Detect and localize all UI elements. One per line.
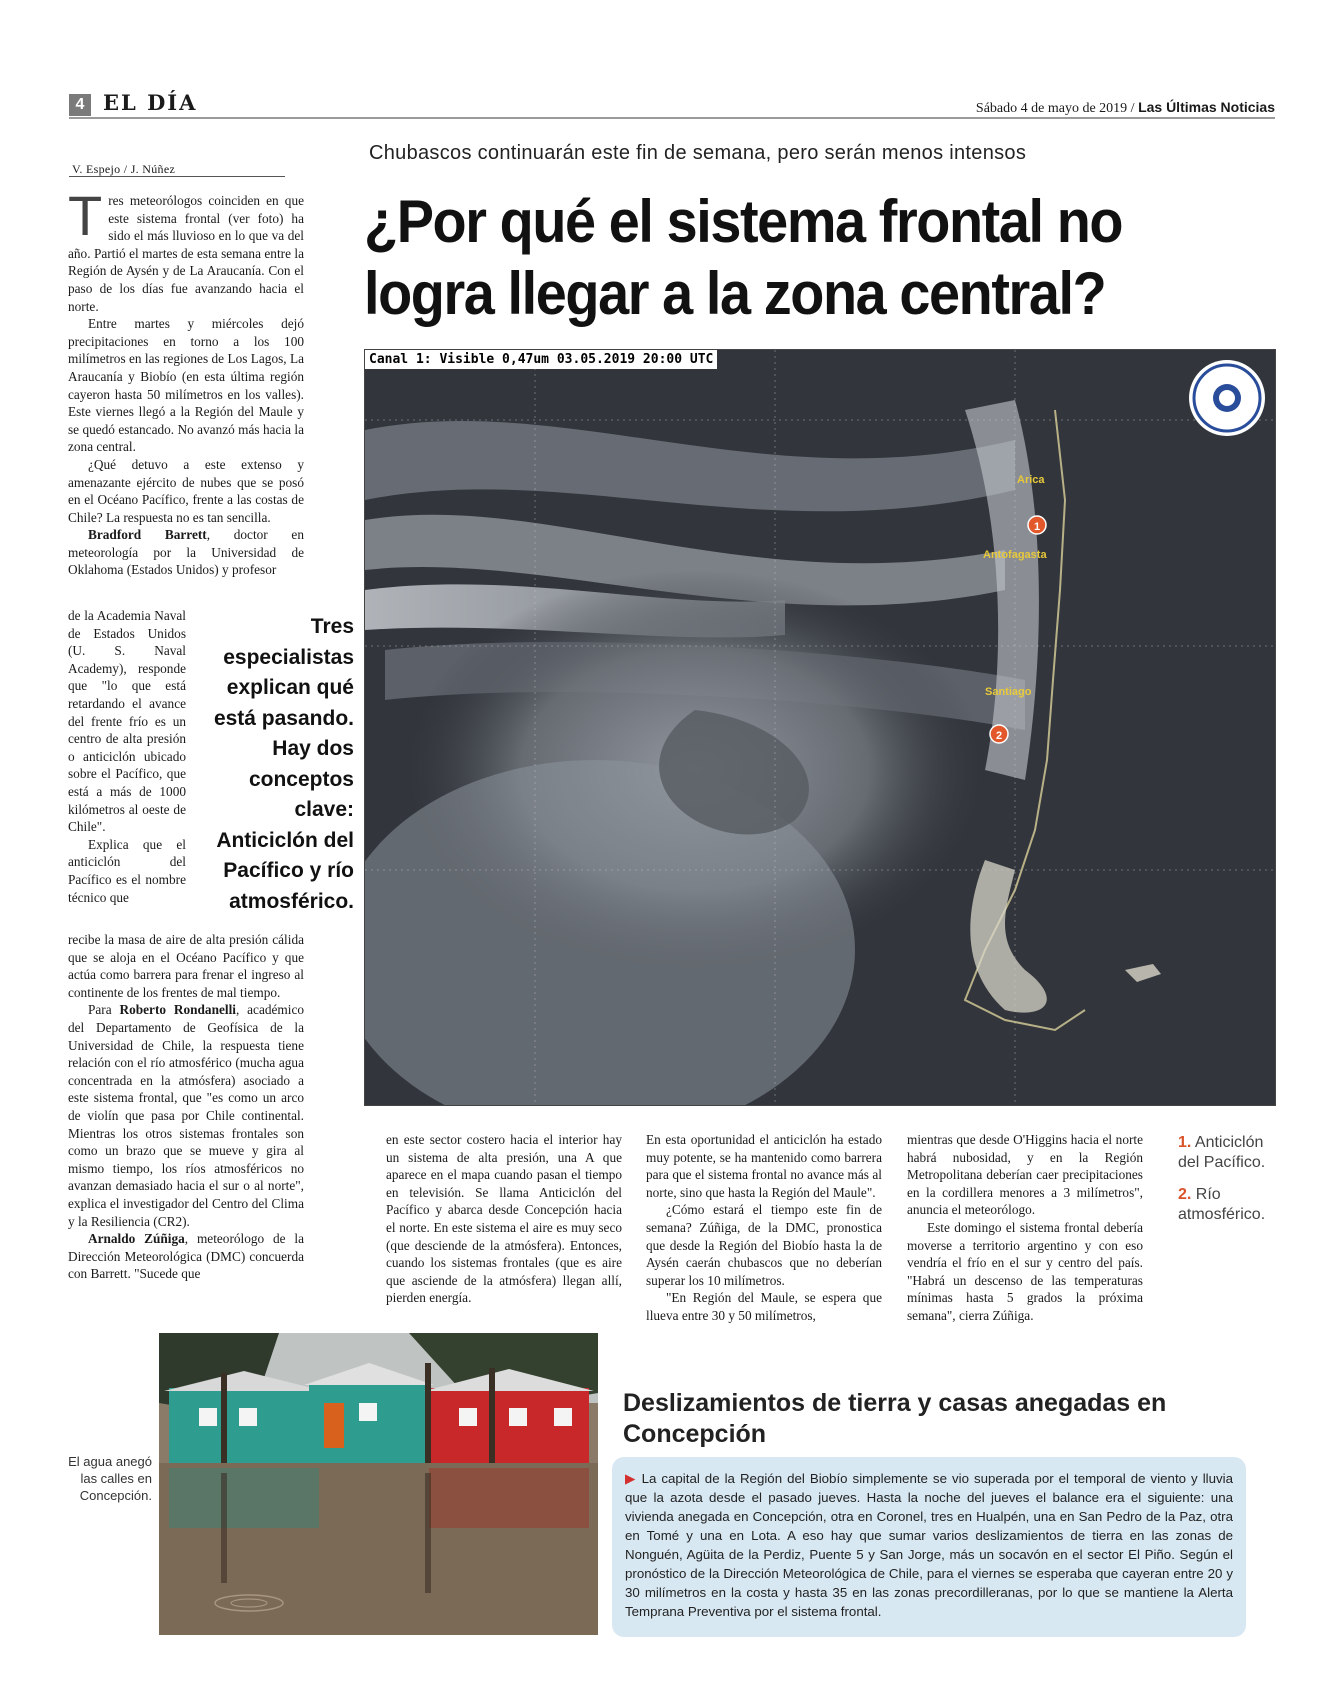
city-label-santiago: Santiago [985, 686, 1032, 698]
kicker: Chubascos continuarán este fin de semana, pero serán menos intensos [369, 142, 1027, 164]
satellite-illustration [365, 350, 1276, 1106]
photo-caption: El agua anegó las calles en Concepción. [68, 1454, 152, 1503]
article-column-1-narrow [68, 607, 186, 906]
satellite-caption: Canal 1: Visible 0,47um 03.05.2019 20:00 UTC [365, 350, 717, 369]
page-title: ¿Por qué el sistema frontal no logra llegar a la zona central? [364, 188, 1123, 327]
legend-item-2: 2. Río atmosférico. [1178, 1186, 1266, 1223]
section-name: EL DÍA [103, 90, 198, 115]
article-p1: res meteorólogos coinciden en que este sistema frontal (ver foto) ha sido el más lluvioso en lo que va del año. Partió el martes de esta semana entre la Región de Aysén y de La Araucanía. Con el paso de los días fue avanzando hacia el norte. [68, 193, 304, 314]
sidebar-text: ▶ La capital de la Región del Biobío simplemente se vio superada por el temporal de viento y lluvia que la azota desde el pasado jueves. Hasta la noche del jueves el balance era el siguiente: una vivienda anegada en Concepción, otra en Coronel, tres en Hualpén, una en San Pedro de la Paz, otra en Tomé y una en Lota. A eso hay que sumar varios deslizamientos de tierra en las zonas de Nonguén, Agüita de la Perdiz, Puente 5 y San Jorge, más un socavón en el sector El Piño. Según el pronóstico de la Dirección Meteorológica de Chile, para el viernes se esperaba que cayeran entre 20 y 30 milímetros en la costa y hasta 35 en las zonas precordilleranas, por lo que se mantiene la Alerta Temprana Preventiva por el sistema frontal. [625, 1471, 1233, 1619]
dropcap: T [68, 184, 103, 247]
dateline [976, 99, 1275, 117]
city-label-antofagasta: Antofagasta [983, 549, 1047, 561]
article-col4-p1: mientras que desde O'Higgins hacia el norte habrá nubosidad, y en la Región Metropolitana deberían caer precipitaciones en la cordillera menores a 3 milímetros", anuncia el meteorólogo. [907, 1132, 1143, 1218]
satellite-image [364, 349, 1276, 1106]
article-p7: Arnaldo Zúñiga, meteorólogo de la Dirección Meteorológica (DMC) concuerda con Barrett. "Sucede que [68, 1231, 304, 1282]
byline-rule [69, 176, 285, 177]
article-column-2 [386, 1131, 622, 1307]
article-p5: Explica que el anticiclón del Pacífico es el nombre técnico que [68, 836, 186, 905]
article-column-3 [646, 1131, 882, 1325]
article-p3: ¿Qué detuvo a este extenso y amenazante ejército de nubes que se posó en el Océano Pacífico, frente a las costas de Chile? La respuesta no es tan sencilla. [68, 456, 304, 525]
article-column-1-top [68, 184, 304, 579]
date: Sábado 4 de mayo de 2019 [975, 101, 1128, 116]
flood-photo [159, 1333, 598, 1635]
article-col3-p1: En esta oportunidad el anticiclón ha estado muy potente, se ha mantenido como barrera para que el sistema frontal no avance más al norte, sino que hasta la Región del Maule". [646, 1132, 882, 1200]
sidebar-title: Deslizamientos de tierra y casas anegadas en Concepción [623, 1389, 1167, 1448]
byline: V. Espejo / J. Núñez [72, 162, 176, 176]
article-p2: Entre martes y miércoles dejó precipitaciones en torno a los 100 milímetros en las regiones de Los Lagos, La Araucanía y Biobío (en esta última región cayeron hasta 50 milímetros en los valles). Este viernes llegó a la Región del Maule y se quedó estancado. No avanzó más hacia la zona central. [68, 316, 304, 455]
date-separator: / [1130, 101, 1135, 116]
article-column-4 [907, 1131, 1143, 1325]
pullquote: Tres especialistas explican qué está pasando. Hay dos conceptos clave: Anticiclón del Pacífico y río atmosférico. [213, 615, 354, 913]
article-column-1-bottom [68, 931, 304, 1283]
flood-photo-illustration [159, 1333, 598, 1635]
article-p4: Bradford Barrett, doctor en meteorología por la Universidad de Oklahoma (Estados Unidos) y profesor [68, 527, 304, 578]
article-p4b: de la Academia Naval de Estados Unidos (U. S. Naval Academy), responde que "lo que está retardando el avance del frente frío es un centro de alta presión o anticiclón ubicado sobre el Pacífico, que está a más de 1000 kilómetros al oeste de Chile". [68, 608, 186, 835]
play-arrow-icon: ▶ [625, 1471, 637, 1486]
map-legend [1178, 1133, 1278, 1225]
legend-item-1: 1. Anticiclón del Pacífico. [1178, 1134, 1266, 1171]
header-rule [69, 117, 1275, 119]
article-col3-p2: ¿Cómo estará el tiempo este fin de semana? Zúñiga, de la DMC, pronostica que desde la Región del Biobío hasta la de Aysén caerán chubascos que no deberían superar los 10 milímetros. [646, 1202, 882, 1288]
marker-2-label: 2 [995, 730, 1003, 742]
source-name-rondanelli: Roberto Rondanelli [119, 1002, 236, 1018]
page-number: 4 [69, 94, 91, 116]
article-col3-p3: "En Región del Maule, se espera que llueva entre 30 y 50 milímetros, [646, 1290, 882, 1323]
marker-1-label: 1 [1033, 521, 1041, 533]
newspaper-name: Las Últimas Noticias [1138, 99, 1275, 115]
city-label-arica: Arica [1017, 474, 1045, 486]
source-name-barrett: Bradford Barrett [88, 527, 207, 543]
article-col4-p2: Este domingo el sistema frontal debería moverse a territorio argentino y con eso vendría el frío en el sur y centro del país. "Habrá un descenso de las temperaturas mínimas hasta 5 grados la próxima semana", cierra Zúñiga. [907, 1219, 1143, 1323]
article-col2-p1: en este sector costero hacia el interior hay un sistema de alta presión, una A que aparece en el mapa cuando pasan el tiempo en televisión. Se llama Anticiclón del Pacífico y abarca desde Concepción hacia el norte. En este sistema el aire es muy seco (que desciende de la atmósfera). Entonces, cuando los sistemas frontales (que es aire que asciende de la atmósfera) llegan allí, pierden energía. [386, 1132, 622, 1306]
source-name-zuniga: Arnaldo Zúñiga [88, 1231, 185, 1247]
article-p5b: recibe la masa de aire de alta presión cálida que se aloja en el Océano Pacífico y que actúa como barrera para frenar el ingreso al continente de los frentes de mal tiempo. [68, 932, 304, 1000]
article-p6: Para Roberto Rondanelli, académico del Departamento de Geofísica de la Universidad de Chile, la respuesta tiene relación con el río atmosférico (mucha agua concentrada en la atmósfera) asociado a este sistema frontal, que "es como un arco de violín que pasa por Chile continental. Mientras los otros sistemas frontales son como un brazo que se mueve y gira al mismo tiempo, los ríos atmosféricos no avanzan demasiado hacia el sur o al norte", explica el investigador del Centro del Clima y la Resiliencia (CR2). [68, 1002, 305, 1229]
